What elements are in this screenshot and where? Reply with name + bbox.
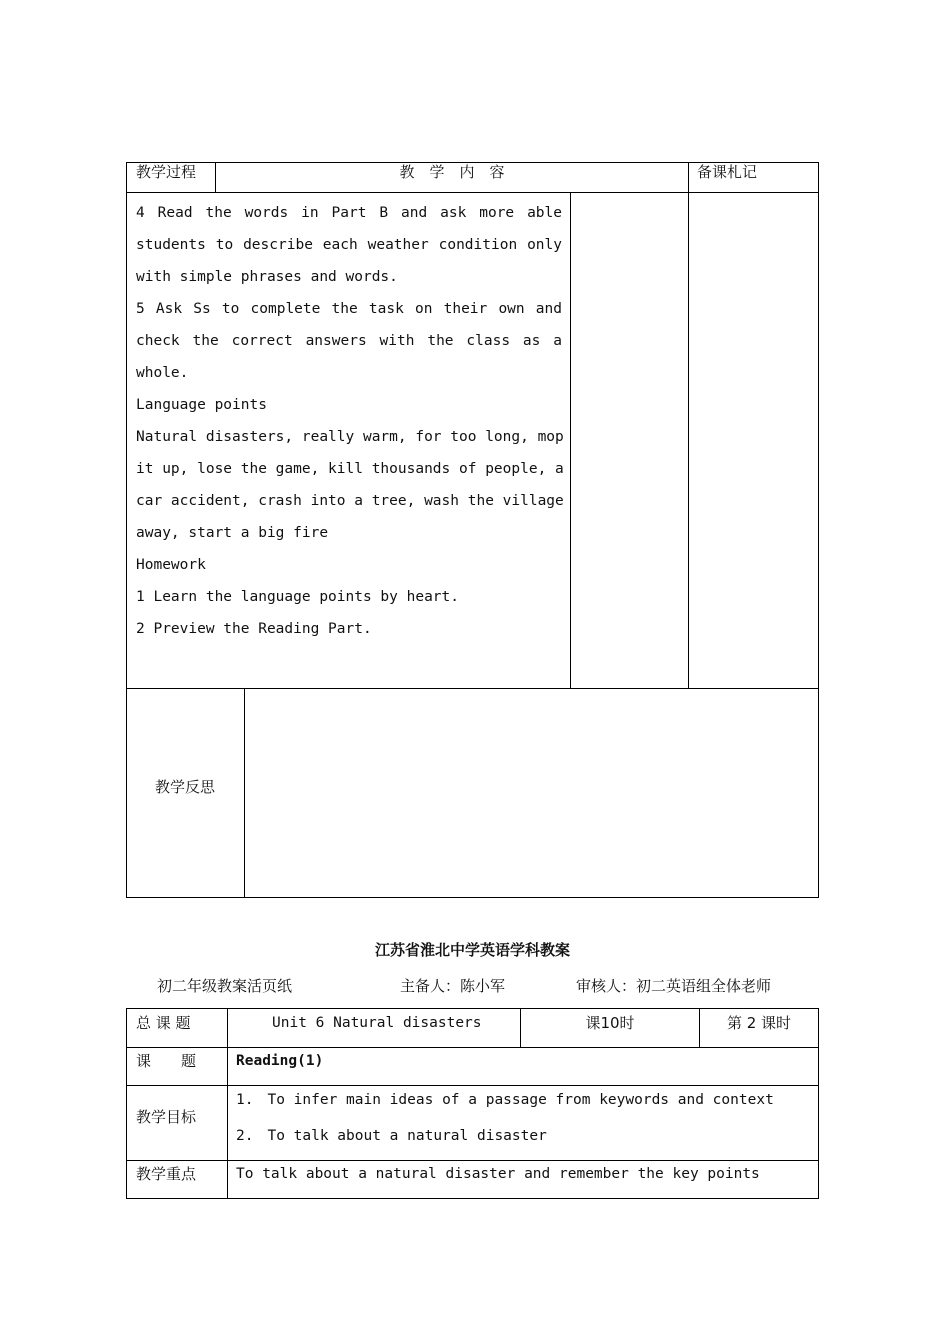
total-hours: 课10时	[585, 1014, 635, 1032]
content-line: with simple phrases and words.	[136, 269, 398, 285]
content-line: 2 Preview the Reading Part.	[136, 621, 372, 637]
objectives-label: 教学目标	[136, 1108, 197, 1126]
content-line: car accident, crash into a tree, wash the village	[136, 493, 564, 509]
table-border	[818, 1008, 819, 1199]
table-border	[570, 192, 571, 689]
content-line: 1 Learn the language points by heart.	[136, 589, 460, 605]
teaching-content	[136, 197, 562, 645]
content-line: it up, lose the game, kill thousands of people, a	[136, 461, 564, 477]
preparer-label: 主备人：陈小军	[400, 977, 506, 995]
table-border	[818, 162, 819, 898]
table-border	[126, 1008, 819, 1009]
content-line: away, start a big fire	[136, 525, 329, 541]
lesson-number: 第 2 课时	[726, 1014, 792, 1032]
content-line: whole.	[136, 365, 189, 381]
table-border	[126, 1198, 819, 1199]
table-border	[244, 688, 245, 898]
table-border	[688, 162, 689, 689]
content-line: 4 Read the words in Part B and ask more able	[136, 205, 562, 221]
table-border	[227, 1008, 228, 1199]
content-line: check the correct answers with the class as a	[136, 333, 562, 349]
table-border	[126, 1160, 819, 1161]
table-border	[126, 897, 819, 898]
reviewer-label: 审核人：初二英语组全体老师	[576, 977, 772, 995]
table-border	[126, 1085, 819, 1086]
total-topic-label: 总 课 题	[136, 1014, 191, 1032]
objective-item	[236, 1089, 774, 1111]
content-line: 5 Ask Ss to complete the task on their own and	[136, 301, 562, 317]
document-title: 江苏省淮北中学英语学科教案	[374, 941, 570, 959]
header-content: 教 学 内 容	[399, 163, 505, 181]
content-line: Language points	[136, 397, 267, 413]
topic-value: Reading(1)	[236, 1053, 324, 1069]
unit-title: Unit 6 Natural disasters	[272, 1015, 482, 1031]
table-border	[126, 1008, 127, 1199]
reflection-label: 教学反思	[154, 778, 215, 796]
objective-item	[236, 1125, 547, 1147]
objective-text: To talk about a natural disaster	[267, 1128, 547, 1144]
table-border	[126, 192, 819, 193]
table-border	[126, 688, 819, 689]
objective-number: 1.	[236, 1092, 254, 1108]
content-line: Natural disasters, really warm, for too long, mop	[136, 429, 564, 445]
topic-label: 课 题	[136, 1052, 197, 1070]
header-notes: 备课札记	[697, 163, 758, 181]
objective-text: To infer main ideas of a passage from keywords and context	[267, 1092, 774, 1108]
grade-label: 初二年级教案活页纸	[157, 977, 293, 995]
table-border	[126, 1047, 819, 1048]
key-points-label: 教学重点	[136, 1165, 197, 1183]
content-line: Homework	[136, 557, 206, 573]
content-line: students to describe each weather condition only	[136, 237, 562, 253]
objective-number: 2.	[236, 1128, 254, 1144]
header-process: 教学过程	[136, 163, 197, 181]
key-points-value: To talk about a natural disaster and remember the key points	[236, 1166, 760, 1182]
